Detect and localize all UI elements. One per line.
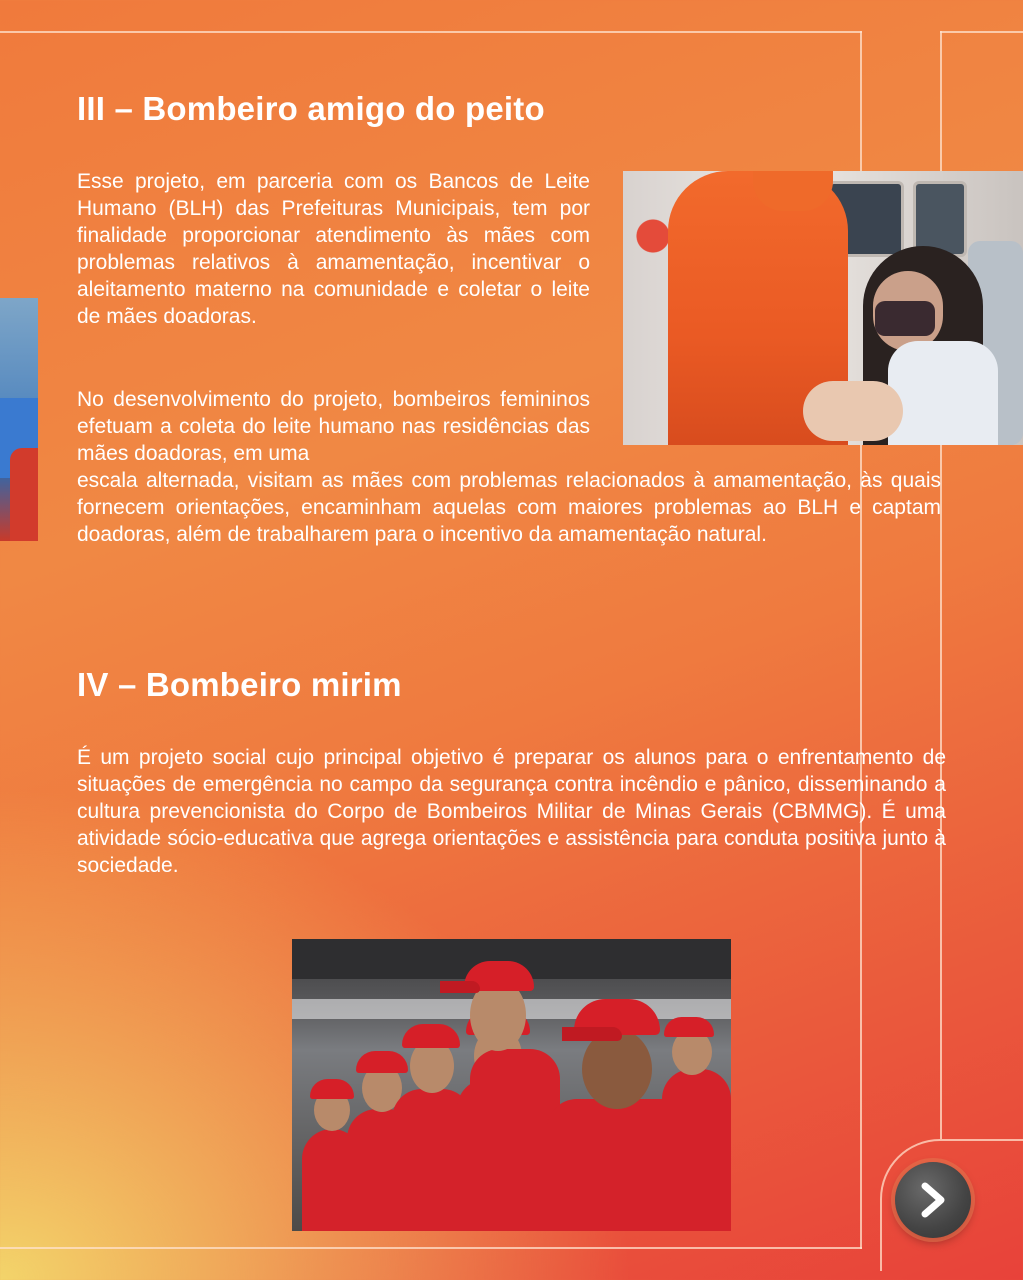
firefighter-helmet [753,171,833,211]
section-iv-paragraph: É um projeto social cujo principal objetivo é preparar os alunos para o enfrentamento de situações de emergência no campo da segurança contra incêndio e pânico, disseminando a cultura prevencionista do Corpo de Bombeiros Militar de Minas Gerais (CBMMG). É uma atividade sócio-educativa que agrega orientações e assistência para conduta positiva junto à sociedade. [77,746,946,877]
section-iii-paragraph-2-part-2: escala alternada, visitam as mães com problemas relacionados à amamentação, às quais fornecem orientações, encaminham aquelas com maiores problemas ao BLH e captam doadoras, além de trabalharem para o incentivo da amamentação natural. [77,469,941,546]
section-iii-heading: III – Bombeiro amigo do peito [77,90,545,127]
next-page-button[interactable] [895,1162,971,1238]
baby-figure [803,381,903,441]
photo-junior-firefighters [292,939,731,1231]
section-iii-paragraph-1: Esse projeto, em parceria com os Bancos de Leite Humano (BLH) das Prefeituras Municipais, tem por finalidade proporcionar atendimento às mães com problemas relativos à amamentação, incentivar o aleitamento materno na comunidade e coletar o leite de mães doadoras. [77,170,590,328]
photo-person [10,448,38,541]
mother-mask [875,301,935,336]
chevron-right-icon [913,1180,953,1220]
frame-line-bottom [0,1247,862,1249]
frame-line-top [0,31,862,33]
cropped-photo-left [0,298,38,541]
section-iii-paragraph-2-part-1: No desenvolvimento do projeto, bombeiros femininos efetuam a coleta do leite humano nas residências das mães doadoras, em uma [77,388,590,465]
mother-shirt [888,341,998,445]
ambulance-cross-icon [633,201,673,271]
frame2-line-top [940,31,1023,33]
section-iv-heading: IV – Bombeiro mirim [77,666,402,703]
photo-firefighter-ambulance [623,171,1023,445]
